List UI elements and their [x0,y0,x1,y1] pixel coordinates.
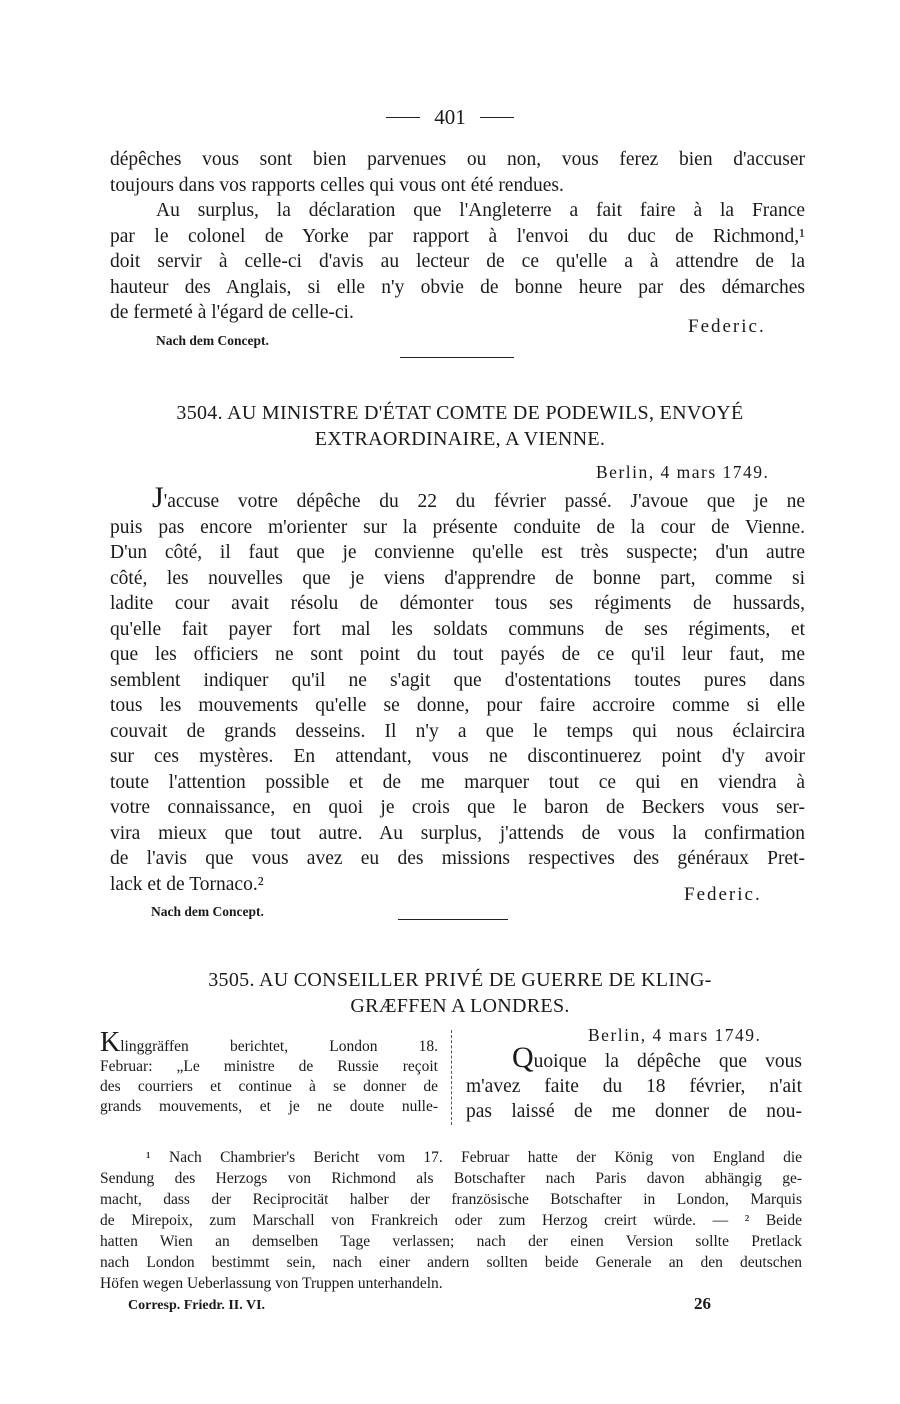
drop-cap: K [100,1027,121,1058]
text-line: côté, les nouvelles que je viens d'apprendre de bonne part, comme si [110,567,805,589]
text-line: pas laissé de me donner de nou- [466,1101,802,1122]
letter-heading-3504 [100,400,820,452]
text-line: sur ces mystères. En attendant, vous ne discontinuerez point d'y avoir [110,746,805,767]
text-line: toujours dans vos rapports celles qui vous ont été rendues. [110,174,564,196]
footnote-line: nach London bestimmt sein, nach einer andern sollten beide Generale an den deutschen [100,1254,802,1271]
signature-mark: 26 [694,1294,711,1313]
text-line: votre connaissance, en quoi je crois que le baron de Beckers vous ser- [110,797,805,818]
text-line: Februar: „Le ministre de Russie reçoit [100,1058,438,1075]
footnote-line: de Mirepoix, zum Marschall von Frankreich oder zum Herzog creirt würde. — ² Beide [100,1212,802,1229]
page-number: 401 [434,104,466,129]
letter-heading-3505 [100,967,820,1019]
drop-cap: Q [512,1041,534,1074]
text-line: semblent indiquer qu'il ne s'agit que d'ostentations toutes pures dans [110,669,805,691]
source-note: Nach dem Concept. [156,333,269,348]
text-line-first [110,481,805,515]
page-header [0,100,900,134]
section-separator [398,919,508,920]
text-line: que les officiers ne sont point du tout payés de ce qu'il leur faut, me [110,644,805,665]
text-line-first [100,1027,438,1058]
text-line: D'un côté, il faut que je convienne qu'elle est très suspecte; d'un autre [110,542,805,563]
heading-line: EXTRAORDINAIRE, A VIENNE. [314,428,606,450]
header-rule-left [386,117,420,118]
text-line: ladite cour avait résolu de démonter tous ses régiments de hussards, [110,593,805,614]
drop-cap: J [152,481,164,514]
text-fragment: 'accuse votre dépêche du 22 du février passé. J'avoue que je ne [163,491,805,512]
heading-line: 3504. AU MINISTRE D'ÉTAT COMTE DE PODEWILS, ENVOYÉ [176,402,744,424]
text-line: hauteur des Anglais, si elle n'y obvie de bonne heure par des démarches [110,276,805,298]
dateline: Berlin, 4 mars 1749. [596,462,770,482]
text-fragment: uoique la dépêche que vous [533,1051,802,1072]
summary-column [100,1027,438,1117]
column-divider [451,1030,452,1125]
text-line: par le colonel de Yorke par rapport à l'envoi du duc de Richmond,¹ [110,225,805,247]
text-line: doit servir à celle-ci d'avis au lecteur de ce qu'elle a à attendre de la [110,251,805,272]
footnote-line: macht, dass der Reciprocität halber der französische Botschafter in London, Marquis [100,1191,802,1208]
footnote-line: Höfen wegen Ueberlassung von Truppen unterhandeln. [100,1275,443,1292]
heading-line: 3505. AU CONSEILLER PRIVÉ DE GUERRE DE KLING- [208,969,712,991]
signature: Federic. [688,316,766,337]
text-line: dépêches vous sont bien parvenues ou non, vous ferez bien d'accuser [110,149,805,170]
previous-letter-body [110,147,805,326]
footnote-line: ¹ Nach Chambrier's Bericht vom 17. Februar hatte der König von England die [146,1149,802,1166]
text-line: couvait de grands desseins. Il n'y a que le temps qui nous éclaircira [110,720,805,742]
text-line: vira mieux que tout autre. Au surplus, j'attends de vous la confirmation [110,822,805,844]
footnotes [100,1147,802,1294]
footnote-line: hatten Wien an demselben Tage verlassen; nach der einen Version sollte Pretlack [100,1233,802,1250]
corresp-note: Corresp. Friedr. II. VI. [128,1298,266,1313]
text-line: puis pas encore m'orienter sur la présente conduite de la cour de Vienne. [110,516,805,538]
text-line: de fermeté à l'égard de celle-ci. [110,302,354,323]
text-line: lack et de Tornaco.² [110,873,264,895]
section-separator [400,357,514,358]
header-rule-right [480,117,514,118]
source-note: Nach dem Concept. [151,904,264,919]
text-line: qu'elle fait payer fort mal les soldats communs de ses régiments, et [110,618,805,640]
text-line: des courriers et continue à se donner de [100,1078,438,1095]
letter-3505-body [466,1041,802,1124]
text-line: Au surplus, la déclaration que l'Angleterre a fait faire à la France [156,200,805,221]
text-line: de l'avis que vous avez eu des missions respectives des généraux Pret- [110,848,805,869]
text-fragment: linggräffen berichtet, London 18. [120,1038,438,1055]
letter-3504-body [110,481,805,897]
text-line: tous les mouvements qu'elle se donne, pour faire accroire comme si elle [110,695,805,716]
footnote-line: Sendung des Herzogs von Richmond als Botschafter nach Paris davon abhängig ge- [100,1170,802,1187]
text-line: m'avez faite du 18 février, n'ait [466,1076,802,1097]
text-line: toute l'attention possible et de me marquer tout ce qui en viendra à [110,771,805,793]
text-line: grands mouvements, et je ne doute nulle- [100,1098,438,1115]
heading-line: GRÆFFEN A LONDRES. [350,995,570,1017]
text-line-first [466,1041,802,1074]
dateline: Berlin, 4 mars 1749. [588,1025,762,1045]
signature: Federic. [684,884,762,905]
